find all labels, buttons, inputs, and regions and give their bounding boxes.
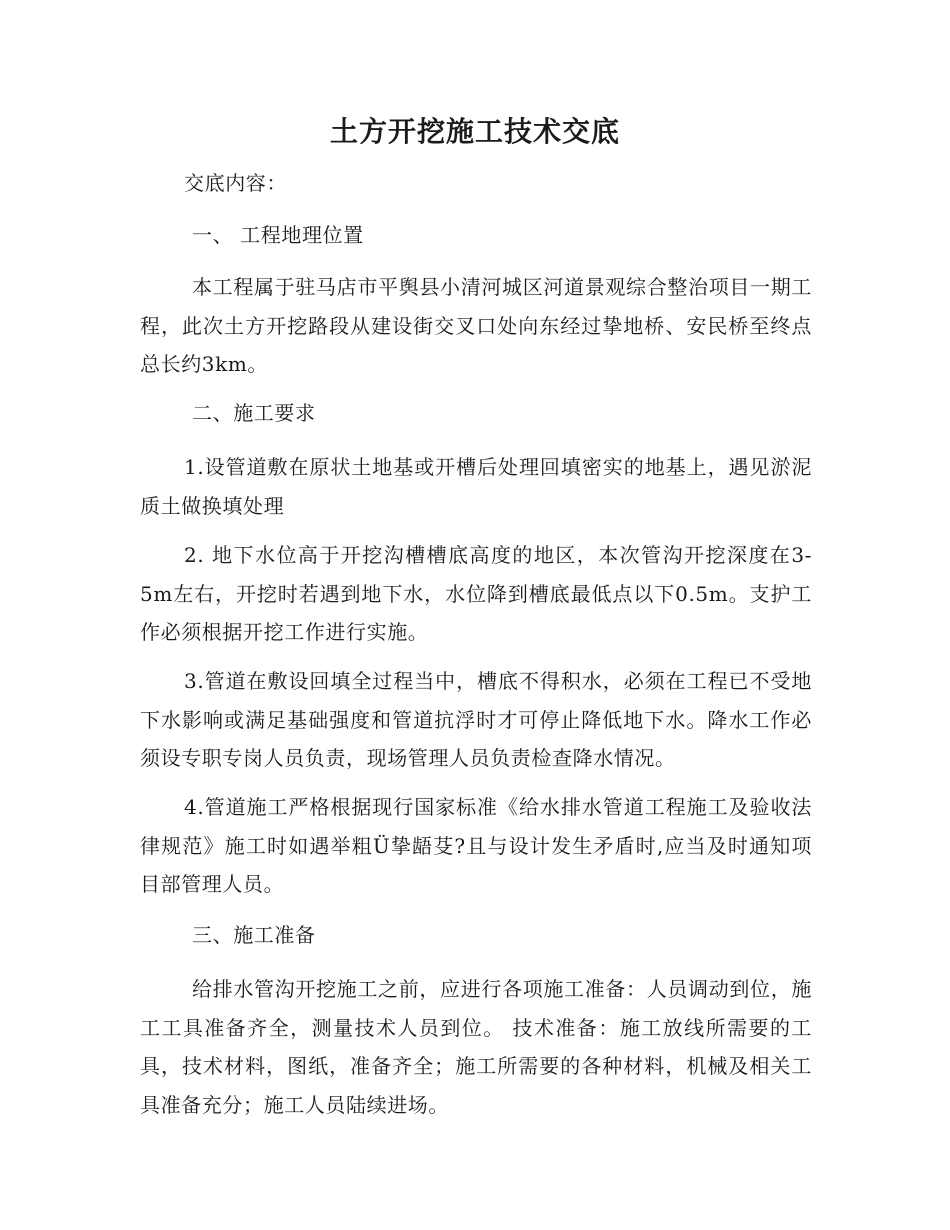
- document-title: 土方开挖施工技术交底: [329, 115, 620, 148]
- section2-item4: 4.管道施工严格根据现行国家标准《给水排水管道工程施工及验收法律规范》施工时如遇举粗Ü挚龉芟?且与设计发生矛盾时,应当及时通知项目部管理人员。: [140, 795, 812, 896]
- intro-label: 交底内容：: [184, 171, 287, 195]
- section2-item2-block: [140, 536, 812, 652]
- section1-heading-block: [140, 216, 812, 255]
- section2-heading: 二、施工要求: [192, 401, 316, 425]
- section2-item3-block: [140, 662, 812, 778]
- section2-item4-block: [140, 788, 812, 904]
- section2-item3: 3.管道在敷设回填全过程当中，槽底不得积水，必须在工程已不受地下水影响或满足基础强度和管道抗浮时才可停止降低地下水。降水工作必须设专职专岗人员负责，现场管理人员负责检查降水情况。: [140, 669, 812, 770]
- section2-heading-block: [140, 394, 812, 433]
- section1-paragraph: 本工程属于驻马店市平舆县小清河城区河道景观综合整治项目一期工程，此次土方开挖路段从建设街交叉口处向东经过挚地桥、安民桥至终点总长约3km。: [140, 275, 812, 376]
- section2-item1-block: [140, 448, 812, 525]
- section3-heading-block: [140, 916, 812, 955]
- section2-item2: 2. 地下水位高于开挖沟槽槽底高度的地区，本次管沟开挖深度在3-5m左右，开挖时若遇到地下水，水位降到槽底最低点以下0.5m。支护工作必须根据开挖工作进行实施。: [140, 543, 812, 644]
- section3-heading: 三、施工准备: [192, 923, 316, 947]
- section1-body: [140, 268, 812, 384]
- section3-paragraph: 给排水管沟开挖施工之前，应进行各项施工准备：人员调动到位，施工工具准备齐全，测量技术人员到位。 技术准备：施工放线所需要的工具，技术材料，图纸，准备齐全；施工所需要的各种材料，机械及相关工具准备充分；施工人员陆续进场。: [140, 977, 812, 1117]
- section1-heading: 一、 工程地理位置: [192, 223, 364, 247]
- section2-item1: 1.设管道敷在原状土地基或开槽后处理回填密实的地基上，遇见淤泥质土做换填处理: [140, 455, 812, 518]
- section3-body: [140, 970, 812, 1124]
- intro-label-block: [140, 164, 812, 203]
